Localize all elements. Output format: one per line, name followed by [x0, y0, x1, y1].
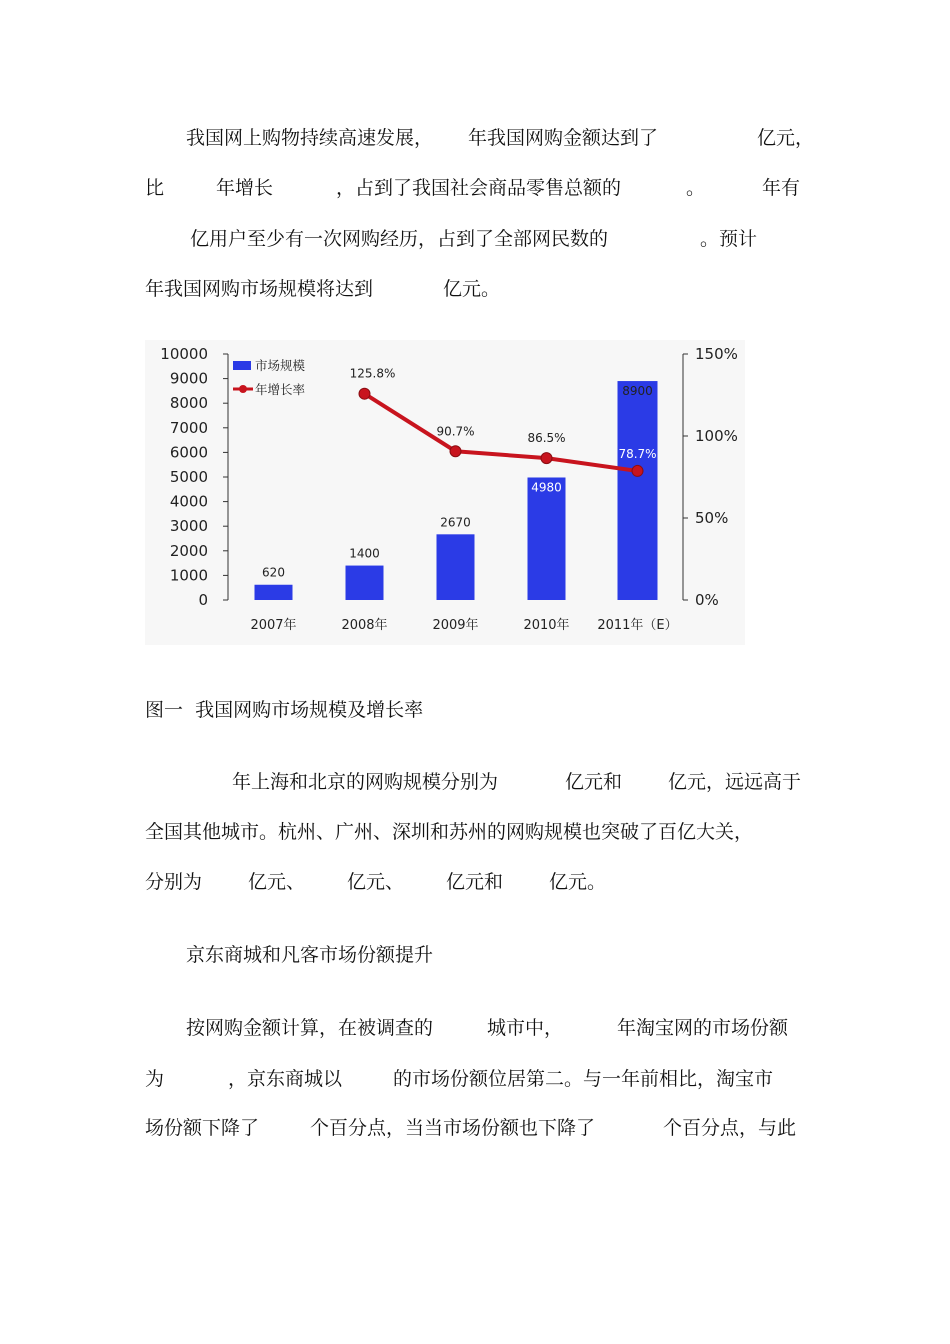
left-tick-label: 2000 — [169, 541, 208, 560]
p2-l1-b: 亿元和 — [565, 771, 623, 793]
growth-rate-point — [541, 453, 552, 464]
left-tick-label: 3000 — [169, 517, 208, 536]
left-tick-label: 8000 — [169, 394, 208, 413]
p1-l1-a: 我国网上购物持续高速发展， — [186, 127, 434, 149]
growth-rate-label: 86.5% — [527, 431, 566, 446]
p1-l2-c: ，占到了我国社会商品零售总额的 — [336, 177, 622, 199]
x-tick-label: 2007年 — [250, 618, 297, 633]
section-heading: 京东商城和凡客市场份额提升 — [186, 944, 434, 966]
p2-l3-b: 亿元、 — [248, 871, 306, 893]
p2-l1-a: 年上海和北京的网购规模分别为 — [232, 771, 499, 793]
bar-2007年 — [255, 585, 293, 600]
growth-rate-label: 125.8% — [349, 366, 396, 381]
p2-l1-c: 亿元，远远高于 — [668, 771, 802, 793]
p1-l4-b: 亿元。 — [443, 278, 501, 300]
p3-l1-b: 城市中， — [487, 1017, 564, 1039]
p2-l2: 全国其他城市。杭州、广州、深圳和苏州的网购规模也突破了百亿大关， — [145, 821, 754, 843]
p3-l2-b: ，京东商城以 — [228, 1068, 343, 1090]
bar-value-label: 2670 — [440, 515, 471, 530]
growth-rate-point — [450, 446, 461, 457]
p1-l3-a: 亿用户至少有一次网购经历，占到了全部网民数的 — [190, 228, 609, 250]
bar-2010年 — [528, 477, 566, 600]
left-tick-label: 1000 — [169, 566, 208, 585]
bar-2009年 — [437, 534, 475, 600]
legend-line-label: 年增长率 — [255, 382, 306, 397]
p3-l1-a: 按网购金额计算，在被调查的 — [186, 1017, 434, 1039]
right-tick-label: 100% — [695, 427, 738, 445]
bar-value-label: 1400 — [349, 546, 380, 561]
p1-l2-e: 年有 — [762, 177, 801, 199]
bar-value-label: 620 — [262, 565, 285, 580]
growth-rate-label: 90.7% — [436, 424, 475, 439]
x-tick-label: 2008年 — [341, 618, 388, 633]
left-tick-label: 0 — [198, 591, 208, 609]
x-tick-label: 2011年（E） — [597, 618, 678, 633]
p1-l2-b: 年增长 — [216, 177, 274, 199]
p3-l3-a: 场份额下降了 — [145, 1117, 260, 1139]
x-tick-label: 2009年 — [432, 618, 479, 633]
p2-l3-d: 亿元和 — [446, 871, 504, 893]
legend-bar-label: 市场规模 — [255, 358, 306, 373]
p1-l1-b: 年我国网购金额达到了 — [468, 127, 659, 149]
p1-l2-a: 比 — [145, 177, 165, 199]
bar-2008年 — [346, 566, 384, 600]
p1-l4-a: 年我国网购市场规模将达到 — [145, 278, 374, 300]
legend-line-marker — [239, 385, 247, 393]
left-tick-label: 4000 — [169, 492, 208, 511]
p1-l1-c: 亿元， — [757, 127, 815, 149]
p3-l3-b: 个百分点，当当市场份额也下降了 — [310, 1117, 596, 1139]
market-size-chart — [145, 340, 745, 645]
bar-value-label: 4980 — [531, 480, 562, 495]
p1-l2-d: 。 — [686, 177, 706, 199]
legend-bar-swatch — [233, 361, 251, 370]
p2-l3-c: 亿元、 — [347, 871, 405, 893]
right-tick-label: 50% — [695, 509, 729, 527]
p3-l2-a: 为 — [145, 1068, 165, 1090]
bar-value-label: 8900 — [622, 384, 653, 399]
left-tick-label: 10000 — [160, 345, 208, 363]
growth-rate-point — [632, 465, 643, 476]
figure-caption: 图一 我国网购市场规模及增长率 — [145, 699, 424, 721]
right-tick-label: 150% — [695, 345, 738, 363]
growth-rate-label: 78.7% — [618, 446, 657, 461]
p2-l3-e: 亿元。 — [549, 871, 607, 893]
left-tick-label: 6000 — [169, 443, 208, 462]
x-tick-label: 2010年 — [523, 618, 570, 633]
left-tick-label: 9000 — [169, 369, 208, 388]
left-tick-label: 5000 — [169, 468, 208, 486]
p3-l3-c: 个百分点，与此 — [663, 1117, 797, 1139]
left-tick-label: 7000 — [169, 418, 208, 437]
p3-l1-c: 年淘宝网的市场份额 — [617, 1017, 789, 1039]
bar-2011年（E） — [618, 381, 658, 600]
growth-rate-point — [359, 388, 370, 399]
p3-l2-c: 的市场份额位居第二。与一年前相比，淘宝市 — [393, 1068, 774, 1090]
p1-l3-b: 。预计 — [700, 228, 758, 250]
p2-l3-a: 分别为 — [145, 871, 203, 893]
right-tick-label: 0% — [695, 591, 719, 609]
